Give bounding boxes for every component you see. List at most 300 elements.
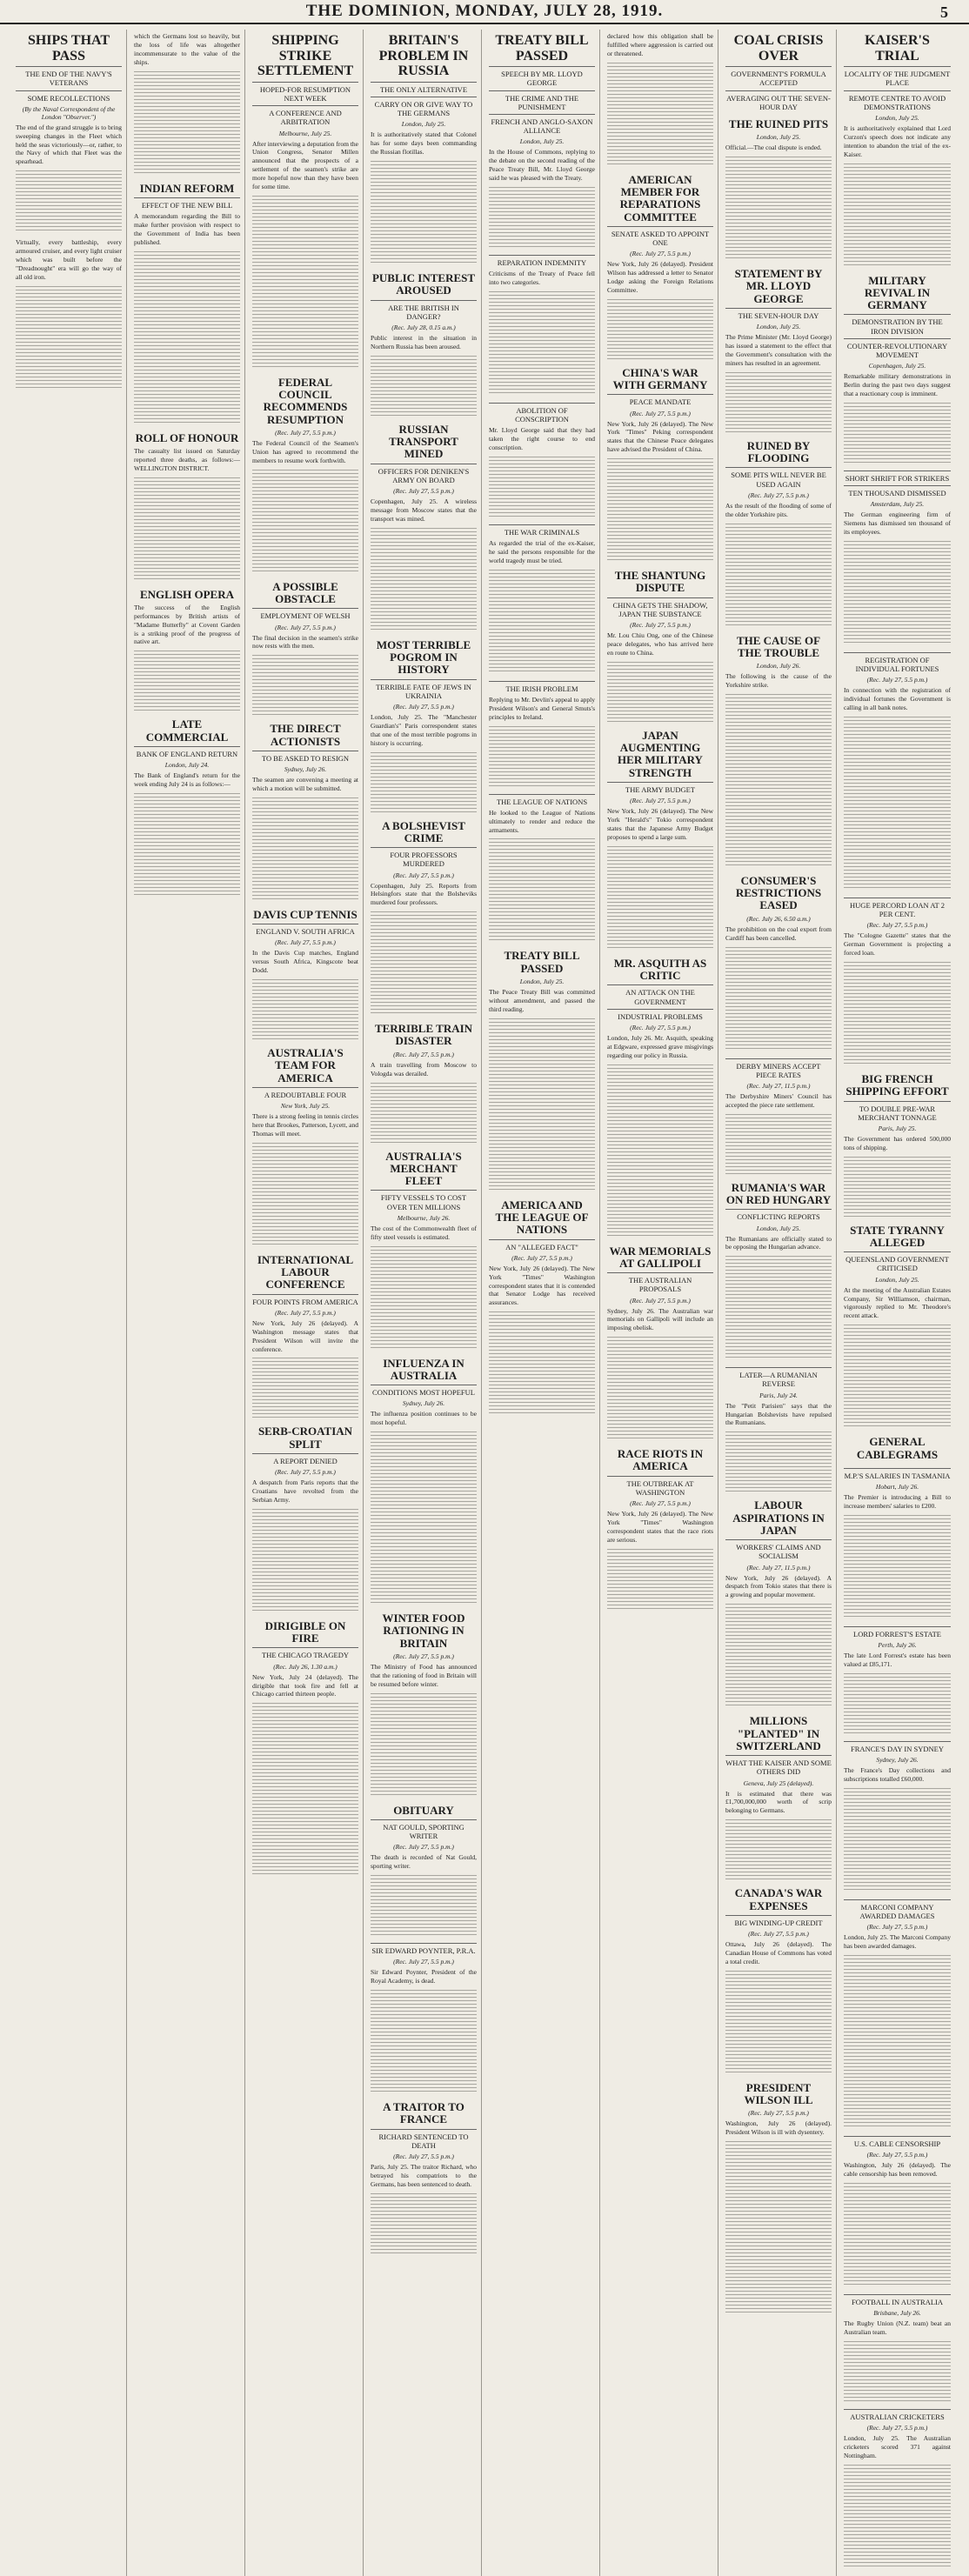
article-dateline: Geneva, July 25 (delayed). [743,1779,814,1787]
article-headline: AUSTRALIA'S TEAM FOR AMERICA [267,1046,344,1084]
article-subheading: LATER—A RUMANIAN REVERSE [725,1367,832,1388]
article-body: New York, July 26 (delayed). A Washington message states that President Wilson will invite the conference. [252,1318,358,1353]
body-text-lines [134,477,240,582]
article-body: Sir Edward Poynter, President of the Royal Academy, is dead. [371,1968,477,1985]
article-headline: MOST TERRIBLE POGROM IN HISTORY [376,637,471,677]
article-body: Mr. Lou Chiu Ong, one of the Chinese peace delegates, who has arrived here en route to China. [607,631,713,657]
article [844,33,951,268]
article-headline: AUSTRALIA'S MERCHANT FLEET [385,1149,462,1188]
article-dateline: London, July 25. [756,323,801,331]
article-dateline: (Rec. July 27, 5.5 p.m.) [393,871,454,879]
article-dateline: (Rec. July 27, 5.5 p.m.) [866,676,928,684]
article [371,1023,477,1143]
article [489,403,595,517]
article-headline: STATEMENT BY MR. LLOYD GEORGE [734,267,823,305]
article-subheading: THE WAR CRIMINALS [489,524,595,537]
body-text-lines [371,1693,477,1798]
article-subheading: REMOTE CENTRE TO AVOID DEMONSTRATIONS [844,90,951,111]
article-subheading: BIG WINDING-UP CREDIT [725,1915,832,1927]
article-body: London, July 25. The "Manchester Guardian's" Paris correspondent states that one of the most terrible pogroms in history is occurring. [371,712,477,747]
article-headline: WINTER FOOD RATIONING IN BRITAIN [382,1612,465,1650]
article-dateline: (Rec. July 27, 5.5 p.m.) [866,1923,928,1932]
article-subheading: ARE THE BRITISH IN DANGER? [371,300,477,321]
article-dateline: Paris, July 25. [878,1124,917,1132]
body-text-lines [371,1990,477,2094]
article [371,1612,477,1798]
article-headline: AMERICA AND THE LEAGUE OF NATIONS [495,1198,589,1237]
article-body: New York, July 26 (delayed). A despatch from Tokio states that there is a growing and popular movement. [725,1573,832,1599]
article [371,424,477,632]
article-body: New York, July 26 (delayed). The New York "Times" Peking correspondent states that the Chinese Peace delegates have advised the President of China. [607,419,713,454]
body-text-lines [252,1143,358,1247]
article [607,570,713,723]
article-dateline: Sydney, July 26. [284,765,327,774]
article-subheading: THE END OF THE NAVY'S VETERANS [16,66,122,87]
body-text-lines [371,161,477,265]
article [371,1151,477,1351]
article-dateline: (Rec. July 27, 5.5 p.m.) [275,1308,336,1317]
article-headline: MILLIONS "PLANTED" IN SWITZERLAND [736,1714,821,1752]
article [371,2101,477,2254]
article-dateline: (Rec. July 27, 5.5 p.m.) [393,1050,454,1058]
article-subheading: FOUR PROFESSORS MURDERED [371,847,477,868]
body-text-lines [844,1157,951,1218]
article-headline: CANADA'S WAR EXPENSES [734,1886,823,1912]
body-text-lines [725,1604,832,1708]
article [844,1468,951,1619]
article-body: Criticisms of the Treaty of Peace fell into two categories. [489,270,595,286]
body-text-lines [489,457,595,517]
article-headline: A POSSIBLE OBSTACLE [272,579,338,606]
article-subheading: MARCONI COMPANY AWARDED DAMAGES [844,1899,951,1920]
article [371,639,477,813]
body-text-lines [252,470,358,574]
article [725,1715,832,1880]
article [489,1199,595,1417]
article-headline: RUSSIAN TRANSPORT MINED [389,422,458,461]
article [371,1358,477,1606]
body-text-lines [725,1114,832,1175]
article-body: The Peace Treaty Bill was committed without amendment, and passed the third reading. [489,988,595,1013]
article-body: The German engineering firm of Siemens has dismissed ten thousand of its employees. [844,511,951,536]
column [252,30,364,2576]
article-subheading: TO DOUBLE PRE-WAR MERCHANT TONNAGE [844,1101,951,1122]
article-dateline: London, July 25. [875,1275,919,1284]
article [725,118,832,261]
body-text-lines [371,528,477,632]
article-subheading: THE IRISH PROBLEM [489,681,595,693]
article-body: Paris, July 25. The traitor Richard, who betrayed his compatriots to the Germans, has been sentenced to death. [371,2163,477,2188]
article-dateline: (Rec. July 27, 5.5 p.m.) [748,491,809,499]
article-subheading: DERBY MINERS ACCEPT PIECE RATES [725,1058,832,1079]
article-headline: AMERICAN MEMBER FOR REPARATIONS COMMITTEE [619,172,701,224]
article-body: There is a strong feeling in tennis circles here that Brookes, Patterson, Lycett, and Thomas will meet. [252,1112,358,1138]
article-dateline: (Rec. July 27, 5.5 p.m.) [511,1253,572,1262]
article-headline: THE CAUSE OF THE TROUBLE [736,633,821,659]
article-subheading: M.P.'S SALARIES IN TASMANIA [844,1468,951,1480]
article-dateline: London, July 25. [519,978,565,986]
body-text-lines [607,662,713,723]
body-text-lines [134,71,240,176]
article-subheading: LORD FORREST'S ESTATE [844,1626,951,1638]
article-subheading: AVERAGING OUT THE SEVEN-HOUR DAY [725,90,832,111]
body-text-lines [844,2341,951,2402]
body-text-lines [371,2193,477,2254]
article-headline: LABOUR ASPIRATIONS IN JAPAN [732,1498,825,1537]
article [844,1436,951,1461]
article-body: The "Petit Parisien" says that the Hungarian Bolshevists have repulsed the Rumanians. [725,1401,832,1427]
article-body: The Federal Council of the Seamen's Union has agreed to recommend the members to resume work forthwith. [252,439,358,464]
column [725,30,837,2576]
body-text-lines [844,717,951,891]
article [489,33,595,248]
article-dateline: (Rec. July 27, 5.5 p.m.) [393,2152,454,2161]
article-dateline: (Rec. July 27, 5.5 p.m.) [275,938,336,947]
body-text-lines [489,726,595,787]
article-subheading: ABOLITION OF CONSCRIPTION [489,403,595,424]
article-headline: SERB-CROATIAN SPLIT [257,1425,353,1451]
article [252,723,358,902]
article-body: The Bank of England's return for the week ending July 24 is as follows:— [134,771,240,788]
article-body: The prohibition on the coal export from Cardiff has been cancelled. [725,924,832,942]
body-text-lines [252,979,358,1040]
article-subheading: DEMONSTRATION BY THE IRON DIVISION [844,314,951,335]
article-dateline: Sydney, July 26. [402,1399,445,1408]
article-subheading: SOME PITS WILL NEVER BE USED AGAIN [725,467,832,488]
article [725,635,832,868]
article-subheading: TO BE ASKED TO RESIGN [252,751,358,763]
article-body: As the result of the flooding of some of the older Yorkshire pits. [725,501,832,518]
article-body: Copenhagen, July 25. A wireless message from Moscow states that the transport was mined. [371,497,477,523]
body-text-lines [725,372,832,433]
article-subheading: PEACE MANDATE [607,394,713,406]
article-body: It is authoritatively explained that Lord Curzon's speech does not indicate any intention to abandon the trial of the ex-Kaiser. [844,123,951,158]
article-headline: BRITAIN'S PROBLEM IN RUSSIA [378,33,469,79]
article-body: Remarkable military demonstrations in Berlin during the past two days suggest that a reactionary coup is imminent. [844,372,951,397]
article-headline: TERRIBLE TRAIN DISASTER [374,1022,473,1048]
article-dateline: (Rec. July 26, 6.50 a.m.) [746,914,811,923]
body-text-lines [489,570,595,674]
article [607,174,713,360]
article [371,1805,477,1936]
article-headline: INDIAN REFORM [139,181,235,195]
article-dateline: (Rec. July 27, 5.5 p.m.) [393,1843,454,1852]
article-dateline: (Rec. July 27, 5.5 p.m.) [393,1958,454,1966]
body-text-lines [371,911,477,1016]
article-subheading: BANK OF ENGLAND RETURN [134,746,240,758]
article-subheading: QUEENSLAND GOVERNMENT CRITICISED [844,1251,951,1272]
article-subheading: AN ATTACK ON THE GOVERNMENT [607,984,713,1005]
article-body: The Premier is introducing a Bill to increase members' salaries to £200. [844,1493,951,1510]
article-body: The seamen are convening a meeting at which a motion will be submitted. [252,776,358,792]
newspaper-title: THE DOMINION, MONDAY, JULY 28, 1919. [305,2,664,20]
article-subheading: HUGE PERCORD LOAN AT 2 PER CENT. [844,898,951,918]
body-text-lines [725,1256,832,1360]
article-subheading: EFFECT OF THE NEW BILL [134,197,240,210]
article-body: New York, July 26 (delayed). The New York "Times" Washington correspondent states that it is contended that Senator Lodge has received assurances. [489,1264,595,1307]
article [371,820,477,1017]
article [844,652,951,891]
article-headline: DAVIS CUP TENNIS [253,907,358,921]
article-headline: RUINED BY FLOODING [746,438,811,465]
article-dateline: (Rec. July 27, 5.5 p.m.) [630,250,691,258]
article-headline: THE SHANTUNG DISPUTE [614,569,706,595]
body-text-lines [607,1064,713,1238]
article-body: New York, July 26 (delayed). President Wilson has addressed a letter to Senator Lodge asking the Foreign Relations Committee. [607,260,713,294]
article-dateline: (Rec. July 26, 1.30 a.m.) [273,1662,337,1671]
article-headline: OBITUARY [393,1803,454,1817]
article-body: In the House of Commons, replying to the debate on the second reading of the Peace Treaty Bill, Mr. Lloyd George said he was pleased with the Treaty. [489,148,595,182]
article-subheading: ENGLAND V. SOUTH AFRICA [252,924,358,936]
article-dateline: (Rec. July 27, 5.5 p.m.) [866,2151,928,2159]
article-body: The end of the grand struggle is to bring sweeping changes in the Fleet which held the seas victoriously—or, rather, to the Navy of which that Fleet was the spearhead. [16,123,122,166]
article-dateline: (Rec. July 27, 5.5 p.m.) [275,429,336,437]
body-text-lines [134,793,240,898]
article-headline: MR. ASQUITH AS CRITIC [613,956,707,983]
article-body: The Rumanians are officially stated to be opposing the Hungarian advance. [725,1234,832,1251]
article-subheading: AUSTRALIAN CRICKETERS [844,2409,951,2421]
article-subheading: A REPORT DENIED [252,1453,358,1465]
column [844,30,955,2576]
article-dateline: London, July 24. [164,761,210,770]
article [252,1620,358,1877]
article [607,1448,713,1610]
article [725,875,832,1051]
article-body: The Derbyshire Miners' Council has accepted the piece rate settlement. [725,1091,832,1109]
article-body: Ottawa, July 26 (delayed). The Canadian House of Commons has voted a total credit. [725,1939,832,1965]
body-text-lines [489,1311,595,1416]
article-headline: INFLUENZA IN AUSTRALIA [383,1356,464,1382]
article [725,1499,832,1708]
article-dateline: London, July 25. [875,113,919,122]
article [844,2294,951,2402]
article-headline: MILITARY REVIVAL IN GERMANY [864,273,931,312]
body-text-lines [134,251,240,425]
article [252,909,358,1040]
article-subheading: REPARATION INDEMNITY [489,255,595,267]
article [607,32,713,167]
article-body: declared how this obligation shall be fulfilled where aggression is carried out or threatened. [607,32,713,57]
article-headline: TREATY BILL PASSED [504,949,580,975]
body-text-lines [844,1788,951,1892]
article-body: The casualty list issued on Saturday reported three deaths, as follows:— WELLINGTON DISTRICT. [134,446,240,472]
article-dateline: London, July 25. [756,133,801,142]
article-subheading: AN "ALLEGED FACT" [489,1239,595,1251]
article-dateline: (Rec. July 27, 5.5 p.m.) [275,1468,336,1477]
body-text-lines [725,1431,832,1492]
body-text-lines [725,1971,832,2075]
article-subheading: FRANCE'S DAY IN SYDNEY [844,1741,951,1753]
article [16,33,122,231]
article-body: Copenhagen, July 25. Reports from Helsingfors state that the Bolsheviks murdered four professors. [371,881,477,907]
body-text-lines [725,524,832,628]
newspaper-columns [16,30,955,2459]
body-text-lines [725,1819,832,1880]
article-subheading: LOCALITY OF THE JUDGMENT PLACE [844,66,951,87]
article [607,1245,713,1442]
article-subheading: EMPLOYMENT OF WELSH [252,608,358,620]
article-headline: WAR MEMORIALS AT GALLIPOLI [609,1244,712,1270]
article-headline: PUBLIC INTEREST AROUSED [371,271,476,297]
article-body: A train travelling from Moscow to Vologda was derailed. [371,1060,477,1078]
article [725,2082,832,2315]
article [607,730,713,951]
article-dateline: (Rec. July 27, 5.5 p.m.) [748,2109,809,2118]
body-text-lines [844,403,951,464]
article-body: Sydney, July 26. The Australian war memorials on Gallipoli will include an imposing obelisk. [607,1306,713,1332]
article-body: The Prime Minister (Mr. Lloyd George) has issued a statement to the effect that the Government's consultation with the miners has resulted in an agreement. [725,333,832,367]
article [844,2409,951,2569]
article-subheading: TEN THOUSAND DISMISSED [844,485,951,497]
article-headline: PRESIDENT WILSON ILL [744,2080,813,2106]
article-dateline: London, July 25. [401,120,446,129]
article-body: The France's Day collections and subscriptions totalled £60,000. [844,1765,951,1783]
article-subheading: OFFICERS FOR DENIKEN'S ARMY ON BOARD [371,464,477,484]
article [725,268,832,433]
article-subheading: CONDITIONS MOST HOPEFUL [371,1385,477,1397]
body-text-lines [252,797,358,902]
article-body: The final decision in the seamen's strike now rests with the men. [252,633,358,651]
article [252,33,358,370]
body-text-lines [844,1673,951,1734]
article-headline: GENERAL CABLEGRAMS [856,1435,939,1461]
body-text-lines [844,2465,951,2569]
article-headline: BIG FRENCH SHIPPING EFFORT [845,1071,949,1098]
body-text-lines [844,164,951,268]
article [489,255,595,396]
article-subheading: FOUR POINTS FROM AMERICA [252,1294,358,1306]
article-body: London, July 25. The Marconi Company has been awarded damages. [844,1933,951,1950]
column [371,30,482,2576]
article-body: In connection with the registration of individual fortunes the Government is calling in all bank notes. [844,686,951,712]
article-subheading: NAT GOULD, SPORTING WRITER [371,1819,477,1840]
body-text-lines [371,1431,477,1605]
article-dateline: Amsterdam, July 25. [870,500,925,509]
article-headline: A TRAITOR TO FRANCE [383,2100,464,2126]
article-headline: RUMANIA'S WAR ON RED HUNGARY [725,1180,832,1207]
article-dateline: Brisbane, July 26. [873,2309,921,2318]
article-body: The Rugby Union (N.Z. team) beat an Australian team. [844,2319,951,2336]
article [371,33,477,265]
body-text-lines [607,846,713,951]
article-subheading: HOPED-FOR RESUMPTION NEXT WEEK [252,82,358,103]
masthead [0,0,969,24]
article [725,440,832,628]
body-text-lines [489,1018,595,1192]
article-body: London, July 26. Mr. Asquith, speaking at Edgware, expressed grave misgivings regarding our policy in Russia. [607,1033,713,1059]
article [607,958,713,1238]
body-text-lines [371,1875,477,1936]
article-body: A memorandum regarding the Bill to make further provision with respect to the Government of India has been published. [134,212,240,246]
body-text-lines [371,752,477,813]
article-subheading: THE AUSTRALIAN PROPOSALS [607,1272,713,1293]
article-body: Washington, July 26 (delayed). President Wilson is ill with dysentery. [725,2119,832,2137]
article [134,432,240,582]
article [489,794,595,944]
article-headline: RACE RIOTS IN AMERICA [617,1447,704,1473]
article-dateline: Melbourne, July 25. [278,129,332,137]
body-text-lines [252,1509,358,1613]
article-body: Virtually, every battleship, every armoured cruiser, and every light cruiser which was built before the "Dreadnought" era will go the way of all old iron. [16,238,122,281]
article-headline: A BOLSHEVIST CRIME [382,818,465,844]
article-dateline: London, July 26. [756,662,801,671]
article-dateline: New York, July 25. [280,1102,331,1111]
article-subheading: REGISTRATION OF INDIVIDUAL FORTUNES [844,652,951,673]
article [371,272,477,417]
article [134,589,240,712]
article-subheading: THE LEAGUE OF NATIONS [489,794,595,806]
body-text-lines [844,962,951,1066]
article-dateline: (Rec. July 27, 5.5 p.m.) [393,487,454,496]
body-text-lines [844,541,951,645]
article-body: The Government has ordered 500,000 tons of shipping. [844,1134,951,1151]
article-body: At the meeting of the Australian Estates Company, Sir Williamson, chairman, vigorously replied to Mr. Theodore's recent attack. [844,1285,951,1320]
body-text-lines [16,170,122,231]
article-body: In the Davis Cup matches, England versus South Africa, Kingscote beat Dodd. [252,949,358,975]
article-headline: COAL CRISIS OVER [733,33,824,63]
article-dateline: (Rec. July 27, 5.5 p.m.) [630,409,691,417]
article-subheading: RICHARD SENTENCED TO DEATH [371,2129,477,2150]
article-dateline: London, July 25. [519,137,565,146]
article [844,275,951,464]
article-body: New York, July 26 (delayed). The New York "Times" Washington correspondent states that the race riots are serious. [607,1510,713,1544]
article [607,367,713,563]
body-text-lines [252,196,358,370]
article [844,1626,951,1734]
article-body: The death is recorded of Nat Gould, sporting writer. [371,1853,477,1871]
article-subheading: GOVERNMENT'S FORMULA ACCEPTED [725,66,832,87]
article-subheading: FOOTBALL IN AUSTRALIA [844,2294,951,2306]
article-dateline: (Rec. July 27, 5.5 p.m.) [748,1929,809,1938]
body-text-lines [607,1549,713,1610]
article-subheading: A CONFERENCE AND ARBITRATION [252,105,358,126]
article-dateline: (Rec. July 27, 5.5 p.m.) [630,1296,691,1305]
article-body: London, July 25. The Australian cricketers scored 371 against Nottingham. [844,2434,951,2459]
article [252,1425,358,1612]
article-headline: INTERNATIONAL LABOUR CONFERENCE [257,1252,354,1291]
article [844,1741,951,1892]
article-body: Washington, July 26 (delayed). The cable censorship has been removed. [844,2161,951,2178]
page-number: 5 [940,3,948,21]
article-body: It is estimated that there was £1,700,000,000 worth of scrip belonging to Germans. [725,1789,832,1815]
article-body: The "Cologne Gazette" states that the German Government is projecting a forced loan. [844,931,951,958]
body-text-lines [725,2141,832,2315]
article-dateline: (Rec. July 27, 5.5 p.m.) [630,797,691,805]
article-body: As regarded the trial of the ex-Kaiser, he said the persons responsible for the world tragedy must be tried. [489,539,595,564]
article-body: Official.—The coal dispute is ended. [725,143,822,152]
article-subheading: CHINA GETS THE SHADOW, JAPAN THE SUBSTANCE [607,597,713,618]
article-subheading: THE ONLY ALTERNATIVE [371,82,477,94]
article-headline: THE DIRECT ACTIONISTS [270,722,341,748]
article-body: New York, July 26 (delayed). The New York "Herald's" Tokio correspondent states that the Japanese Army Budget proposes to spend a large sum. [607,807,713,841]
article-body: The influenza position continues to be most hopeful. [371,1410,477,1427]
article-subheading: THE OUTBREAK AT WASHINGTON [607,1476,713,1497]
column [134,30,245,2576]
article-subheading: A REDOUBTABLE FOUR [252,1087,358,1099]
article-dateline: (Rec. July 27, 11.5 p.m.) [746,1081,811,1090]
article-subheading: WHAT THE KAISER AND SOME OTHERS DID [725,1755,832,1776]
article-subheading: FRENCH AND ANGLO-SAXON ALLIANCE [489,114,595,135]
article [725,1367,832,1492]
article [489,524,595,674]
article-dateline: Hobart, July 26. [875,1483,919,1492]
article-headline: ROLL OF HONOUR [135,430,239,444]
article-body: After interviewing a deputation from the Union Congress, Senator Millen announced that the prospects of a settlement of the seamen's strike are more hopeful now than they have been for some time. [252,139,358,190]
article-body: Mr. Lloyd George said that they had taken the right course to end conscription. [489,426,595,451]
article-body: The Ministry of Food has announced that the rationing of food in Britain will be resumed before winter. [371,1663,477,1688]
article-dateline: (By the Naval Correspondent of the London "Observer.") [22,104,116,121]
article [844,2136,951,2287]
